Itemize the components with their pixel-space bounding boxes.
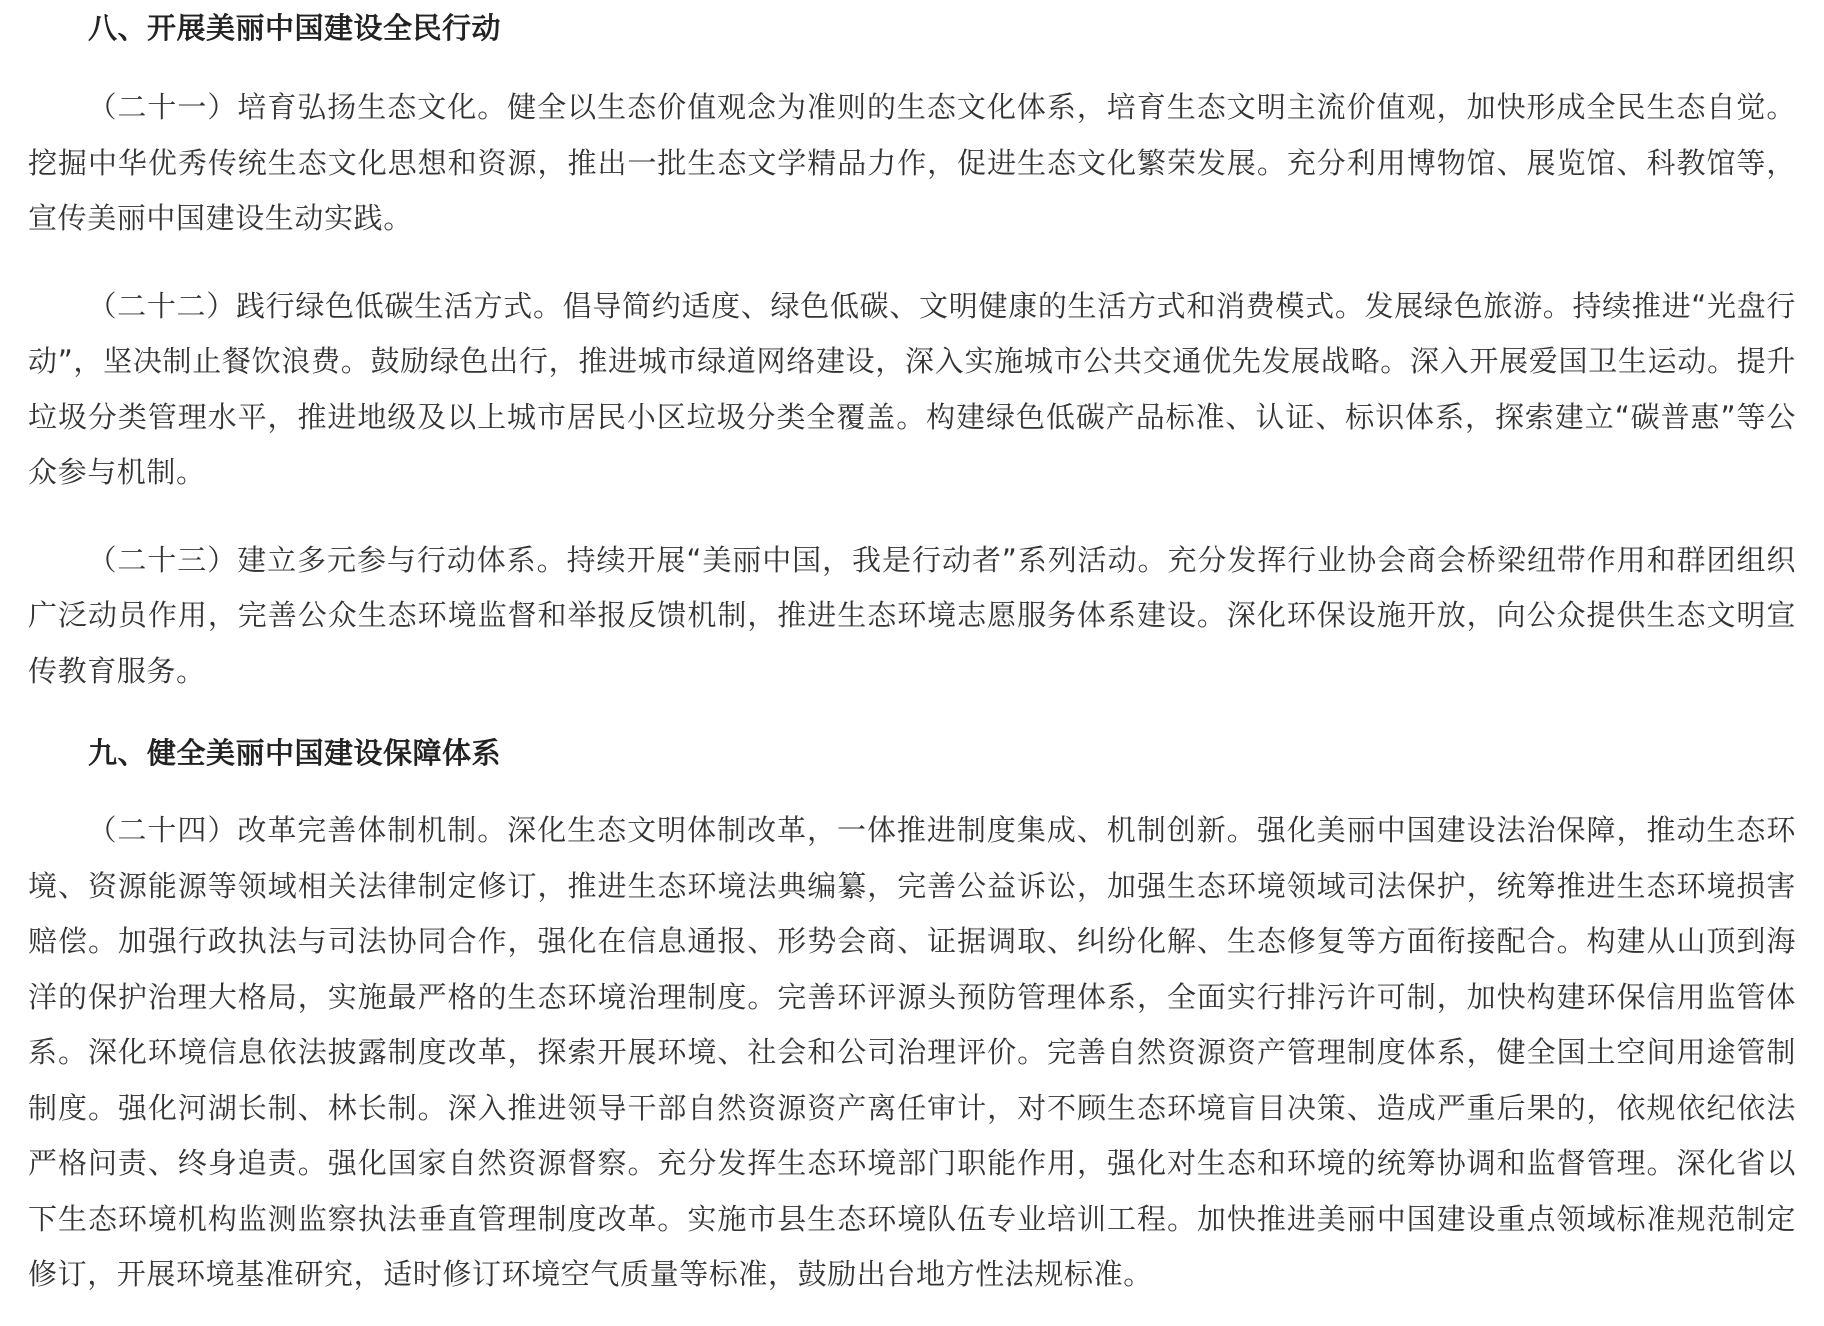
paragraph-21: （二十一）培育弘扬生态文化。健全以生态价值观念为准则的生态文化体系，培育生态文明主流价值观，加快形成全民生态自觉。挖掘中华优秀传统生态文化思想和资源，推出一批生态文学精品力作，促进生态文化繁荣发展。充分利用博物馆、展览馆、科教馆等，宣传美丽中国建设生动实践。 (28, 90, 1796, 235)
paragraph-22: （二十二）践行绿色低碳生活方式。倡导简约适度、绿色低碳、文明健康的生活方式和消费模式。发展绿色旅游。持续推进“光盘行动”，坚决制止餐饮浪费。鼓励绿色出行，推进城市绿道网络建设，深入实施城市公共交通优先发展战略。深入开展爱国卫生运动。提升垃圾分类管理水平，推进地级及以上城市居民小区垃圾分类全覆盖。构建绿色低碳产品标准、认证、标识体系，探索建立“碳普惠”等公众参与机制。 (28, 288, 1796, 489)
paragraph-24: （二十四）改革完善体制机制。深化生态文明体制改革，一体推进制度集成、机制创新。强化美丽中国建设法治保障，推动生态环境、资源能源等领域相关法律制定修订，推进生态环境法典编纂，完善公益诉讼，加强生态环境领域司法保护，统筹推进生态环境损害赔偿。加强行政执法与司法协同合作，强化在信息通报、形势会商、证据调取、纠纷化解、生态修复等方面衔接配合。构建从山顶到海洋的保护治理大格局，实施最严格的生态环境治理制度。完善环评源头预防管理体系，全面实行排污许可制，加快构建环保信用监管体系。深化环境信息依法披露制度改革，探索开展环境、社会和公司治理评价。完善自然资源资产管理制度体系，健全国土空间用途管制制度。强化河湖长制、林长制。深入推进领导干部自然资源资产离任审计，对不顾生态环境盲目决策、造成严重后果的，依规依纪依法严格问责、终身追责。强化国家自然资源督察。充分发挥生态环境部门职能作用，强化对生态和环境的统筹协调和监督管理。深化省以下生态环境机构监测监察执法垂直管理制度改革。实施市县生态环境队伍专业培训工程。加快推进美丽中国建设重点领域标准规范制定修订，开展环境基准研究，适时修订环境空气质量等标准，鼓励出台地方性法规标准。 (28, 813, 1796, 1291)
paragraph-23: （二十三）建立多元参与行动体系。持续开展“美丽中国，我是行动者”系列活动。充分发挥行业协会商会桥梁纽带作用和群团组织广泛动员作用，完善公众生态环境监督和举报反馈机制，推进生态环境志愿服务体系建设。深化环保设施开放，向公众提供生态文明宣传教育服务。 (28, 542, 1796, 688)
section-heading-8: 八、开展美丽中国建设全民行动 (88, 11, 502, 45)
section-heading-9: 九、健全美丽中国建设保障体系 (88, 736, 502, 770)
